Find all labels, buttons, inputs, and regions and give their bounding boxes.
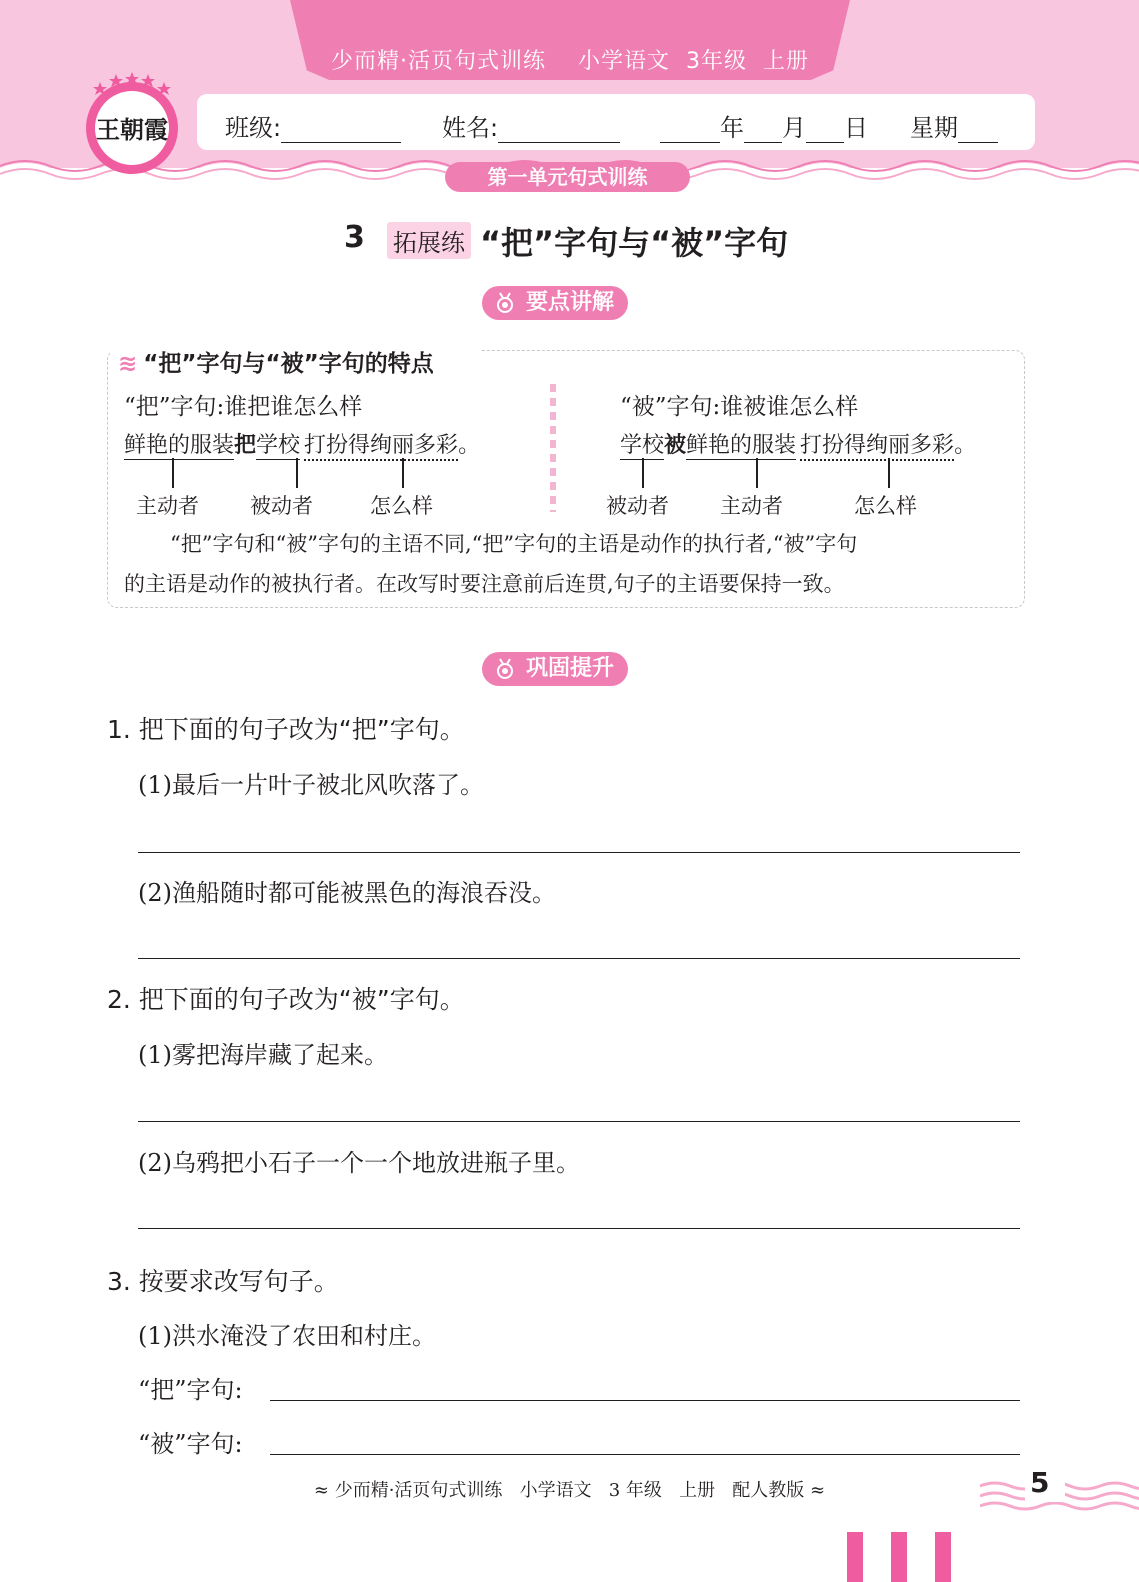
class-label: 班级:: [225, 114, 282, 142]
medal-icon: [494, 292, 516, 314]
question-3-title: 3. 按要求改写句子。: [107, 1267, 339, 1296]
connector-line: [642, 458, 644, 488]
name-field: [442, 108, 620, 143]
answer-line[interactable]: [138, 1121, 1020, 1122]
question-3-item-1: (1)洪水淹没了农田和村庄。: [138, 1322, 436, 1350]
question-1-item-2: (2)渔船随时都可能被黑色的海浪吞没。: [138, 879, 556, 907]
question-1-title: 1. 把下面的句子改为“把”字句。: [107, 715, 465, 744]
edge-tab-bar: [847, 1532, 863, 1582]
bei-role-2: 主动者: [720, 494, 783, 518]
ba-keyword: 把: [234, 432, 257, 458]
question-2-title: 2. 把下面的句子改为“被”字句。: [107, 985, 465, 1014]
connector-line: [296, 458, 298, 488]
bei-keyword: 被: [664, 432, 687, 458]
class-field: [225, 108, 401, 143]
series-title: 少而精·活页句式训练 小学语文 3年级 上册: [331, 49, 809, 74]
answer-line[interactable]: [138, 852, 1020, 853]
column-divider: [550, 384, 556, 512]
practice-label: [482, 652, 628, 686]
answer-line[interactable]: [138, 958, 1020, 959]
explanation-line-2: 的主语是动作的被执行者。在改写时要注意前后连贯,句子的主语要保持一致。: [124, 572, 845, 596]
date-field: [660, 108, 868, 143]
connector-line: [402, 458, 404, 488]
ba-example: [124, 428, 480, 461]
name-blank[interactable]: [498, 118, 620, 143]
wave-icon: ≋: [118, 351, 138, 377]
ba-sentence-label: “把”字句:: [138, 1376, 243, 1404]
heading-text: “把”字句与“被”字句的特点: [143, 351, 434, 377]
ba-object: 学校: [256, 428, 300, 460]
ba-pattern: “把”字句:谁把谁怎么样: [124, 394, 363, 420]
page-number: 5: [1030, 1466, 1050, 1499]
ba-action: 打扮得绚丽多彩: [304, 428, 458, 461]
practice-text: 巩固提升: [526, 656, 615, 681]
lesson-title: “把”字句与“被”字句: [480, 224, 789, 262]
weekday-blank[interactable]: [958, 118, 998, 143]
edge-tab-bar: [935, 1532, 951, 1582]
weekday-field: [910, 108, 998, 143]
ba-role-2: 被动者: [250, 494, 313, 518]
connector-line: [172, 458, 174, 488]
bei-sentence-label: “被”字句:: [138, 1430, 243, 1458]
unit-tag: 第一单元句式训练: [445, 162, 690, 192]
explanation-line-1: “把”字句和“被”字句的主语不同,“把”字句的主语是动作的执行者,“被”字句: [170, 532, 858, 556]
key-points-text: 要点讲解: [526, 290, 615, 315]
lesson-tag: 拓展练: [387, 222, 471, 259]
bei-example: [620, 428, 976, 461]
bei-action: 打扮得绚丽多彩: [800, 428, 954, 461]
publisher-logo-icon: [80, 72, 184, 176]
bei-agent: 鲜艳的服装: [686, 428, 796, 460]
weekday-label: 星期: [910, 114, 958, 142]
connector-line: [888, 458, 890, 488]
bei-subject: 学校: [620, 428, 664, 460]
question-2-item-2: (2)乌鸦把小石子一个一个地放进瓶子里。: [138, 1149, 580, 1177]
year-label: 年: [720, 114, 744, 142]
day-blank[interactable]: [806, 118, 844, 143]
bei-role-1: 被动者: [606, 494, 669, 518]
bei-period: 。: [954, 433, 977, 458]
lesson-number: 3: [344, 220, 365, 255]
key-points-label: [482, 286, 628, 320]
ba-answer-line[interactable]: [270, 1400, 1020, 1401]
ba-period: 。: [458, 433, 481, 458]
medal-icon: [494, 658, 516, 680]
month-blank[interactable]: [744, 118, 782, 143]
svg-text:王朝霞: 王朝霞: [96, 115, 168, 144]
class-blank[interactable]: [281, 118, 401, 143]
ba-role-1: 主动者: [136, 494, 199, 518]
name-label: 姓名:: [442, 114, 499, 142]
question-2-item-1: (1)雾把海岸藏了起来。: [138, 1041, 388, 1069]
edge-tab-bar: [891, 1532, 907, 1582]
ba-role-3: 怎么样: [370, 494, 433, 518]
footer-text: ≈ 少而精·活页句式训练 小学语文 3 年级 上册 配人教版 ≈: [313, 1480, 826, 1501]
day-label: 日: [844, 114, 868, 142]
answer-line[interactable]: [138, 1228, 1020, 1229]
year-blank[interactable]: [660, 118, 720, 143]
bei-answer-line[interactable]: [270, 1454, 1020, 1455]
ba-subject: 鲜艳的服装: [124, 428, 234, 460]
bei-role-3: 怎么样: [854, 494, 917, 518]
bei-pattern: “被”字句:谁被谁怎么样: [620, 394, 859, 420]
month-label: 月: [782, 114, 806, 142]
question-1-item-1: (1)最后一片叶子被北风吹落了。: [138, 771, 484, 799]
connector-line: [756, 458, 758, 488]
key-points-heading: [118, 345, 434, 378]
